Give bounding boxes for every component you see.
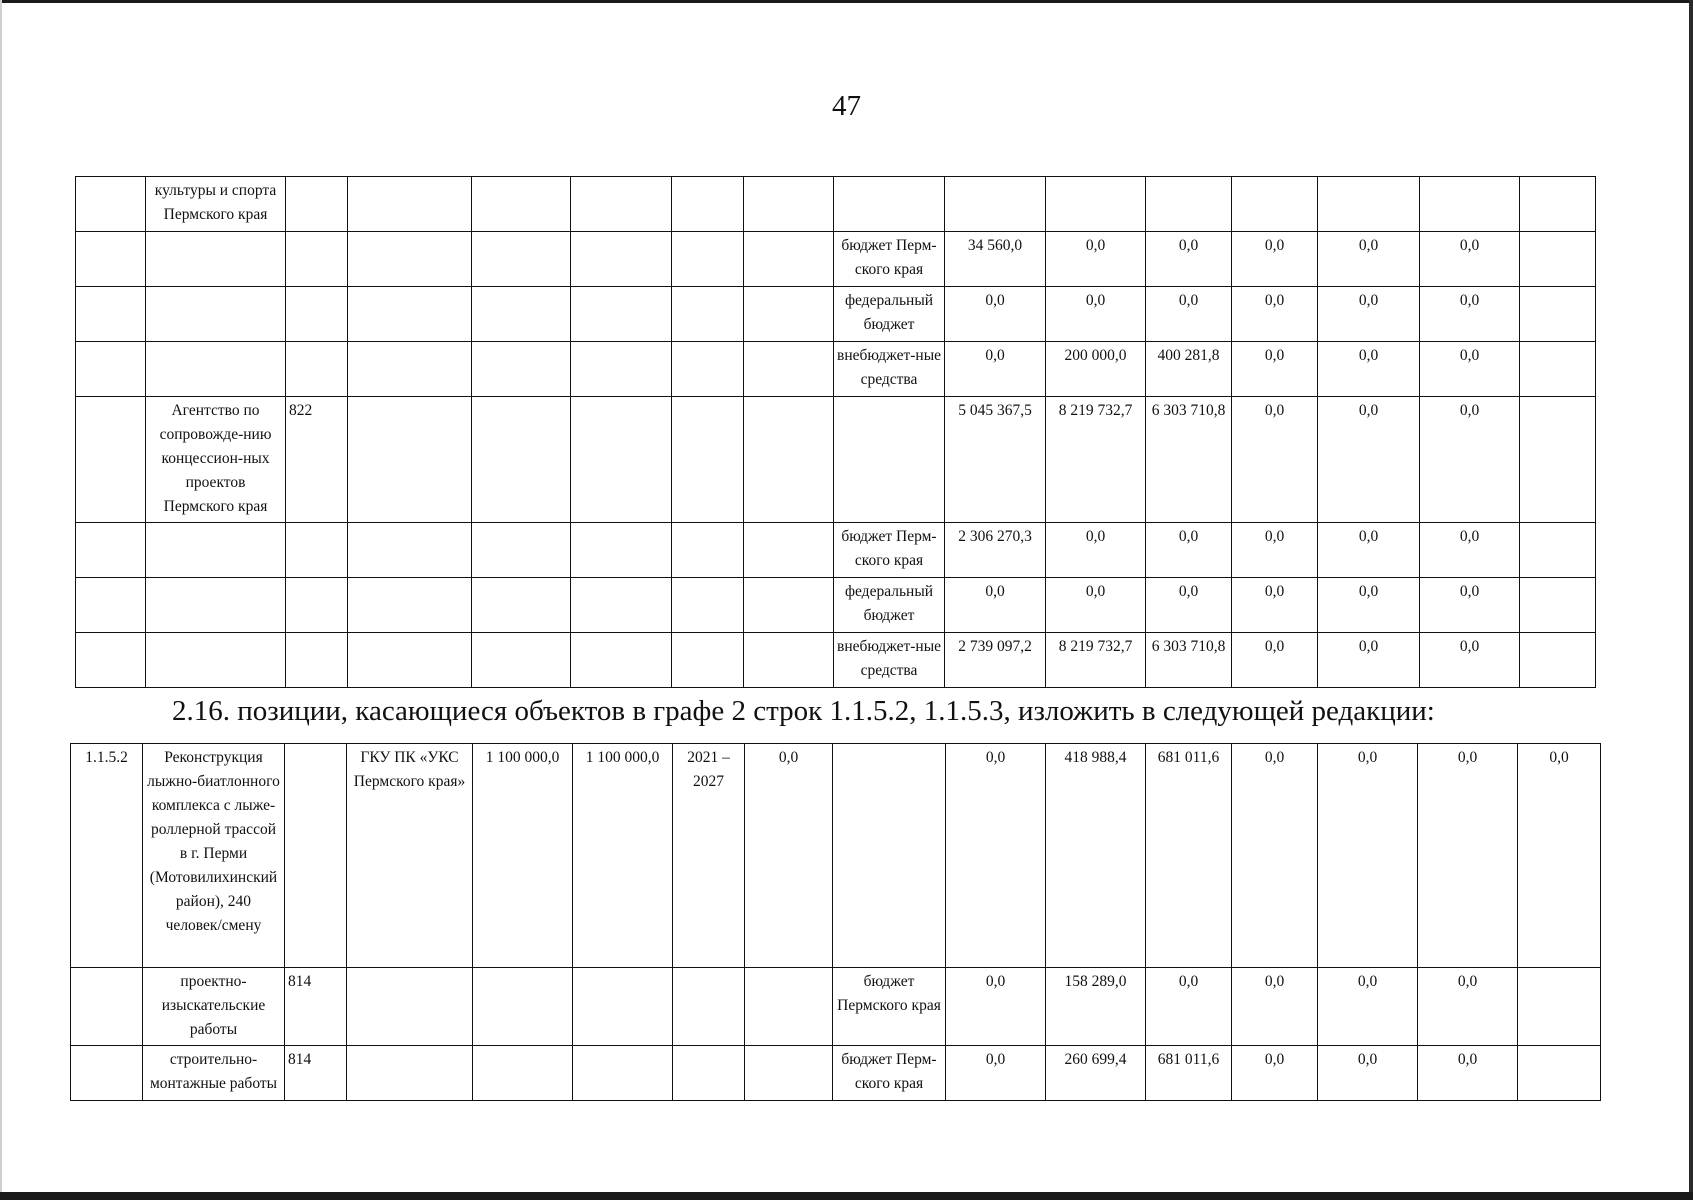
table-cell (672, 523, 744, 578)
table-cell (348, 232, 472, 287)
table-cell: 0,0 (1420, 523, 1520, 578)
table-cell (1232, 177, 1318, 232)
table-cell (571, 342, 672, 397)
table-cell (673, 1046, 745, 1101)
table-cell (571, 287, 672, 342)
table-cell (744, 232, 834, 287)
table-cell: 2021 – 2027 (673, 744, 745, 968)
table-cell (834, 177, 945, 232)
table-cell: 0,0 (1318, 744, 1418, 968)
table-cell: 2 306 270,3 (945, 523, 1046, 578)
table-cell (744, 342, 834, 397)
table-cell (745, 1046, 833, 1101)
table-cell (945, 177, 1046, 232)
table-cell (472, 177, 571, 232)
table-cell (285, 744, 347, 968)
table-cell (1520, 232, 1596, 287)
table-cell: 0,0 (1232, 397, 1318, 523)
table-cell (1518, 1046, 1601, 1101)
table-cell (286, 177, 348, 232)
table-cell: 0,0 (1232, 968, 1318, 1046)
table-cell: 0,0 (1146, 968, 1232, 1046)
table-cell: 0,0 (1420, 342, 1520, 397)
table-cell: 0,0 (745, 744, 833, 968)
table-row (76, 342, 1596, 397)
table-cell (672, 397, 744, 523)
table-cell (573, 1046, 673, 1101)
table-row (76, 397, 1596, 523)
table-cell (1520, 397, 1596, 523)
table-cell (146, 232, 286, 287)
table-cell (348, 578, 472, 633)
table-cell: ГКУ ПК «УКС Пермского края» (347, 744, 473, 968)
table-cell: 0,0 (1146, 287, 1232, 342)
table-cell (472, 342, 571, 397)
table-cell: 0,0 (1146, 232, 1232, 287)
table-cell (571, 397, 672, 523)
table-cell: 0,0 (1318, 232, 1420, 287)
table-cell (71, 968, 143, 1046)
table-cell: 0,0 (1046, 578, 1146, 633)
table-row (76, 287, 1596, 342)
table-cell: бюджет Перм-ского края (833, 1046, 946, 1101)
table-cell: федеральный бюджет (834, 578, 945, 633)
table-cell (472, 578, 571, 633)
table-row (76, 578, 1596, 633)
table-cell (472, 397, 571, 523)
table-cell (744, 523, 834, 578)
table-cell (76, 578, 146, 633)
table-cell (744, 177, 834, 232)
table-cell (348, 523, 472, 578)
table-cell (1520, 633, 1596, 688)
table-cell: 6 303 710,8 (1146, 397, 1232, 523)
table-row (76, 523, 1596, 578)
table-row (71, 1046, 1601, 1101)
table-cell: 0,0 (946, 744, 1046, 968)
table-cell: 814 (285, 1046, 347, 1101)
table-cell: 2 739 097,2 (945, 633, 1046, 688)
table-cell: 0,0 (1518, 744, 1601, 968)
table-cell (347, 968, 473, 1046)
table-cell (1520, 523, 1596, 578)
table-cell: 200 000,0 (1046, 342, 1146, 397)
table-cell (672, 342, 744, 397)
table-cell: бюджет Перм-ского края (834, 232, 945, 287)
table-cell (571, 177, 672, 232)
budget-table-continued (75, 176, 1596, 688)
table-cell: федеральный бюджет (834, 287, 945, 342)
table-cell (286, 633, 348, 688)
table-cell (744, 397, 834, 523)
table-cell (834, 397, 945, 523)
table-cell: 0,0 (1232, 232, 1318, 287)
table-cell: 0,0 (1420, 287, 1520, 342)
table-row (71, 744, 1601, 968)
table-cell: 0,0 (1146, 578, 1232, 633)
table-cell: 6 303 710,8 (1146, 633, 1232, 688)
table-cell: 1 100 000,0 (473, 744, 573, 968)
table-cell (146, 342, 286, 397)
table-cell (472, 232, 571, 287)
table-cell: 0,0 (946, 1046, 1046, 1101)
table-row (76, 232, 1596, 287)
table-cell: 0,0 (1232, 342, 1318, 397)
table-cell (744, 633, 834, 688)
table-cell: 34 560,0 (945, 232, 1046, 287)
table-cell (672, 287, 744, 342)
table-cell (1146, 177, 1232, 232)
table-cell (1520, 287, 1596, 342)
table-cell: внебюджет-ные средства (834, 342, 945, 397)
table-cell: 0,0 (1232, 287, 1318, 342)
scan-bottom-edge (0, 1192, 1693, 1200)
table-cell (347, 1046, 473, 1101)
table-cell: 0,0 (945, 287, 1046, 342)
table-cell (833, 744, 946, 968)
table-cell: 0,0 (1318, 1046, 1418, 1101)
table-cell: 0,0 (1146, 523, 1232, 578)
table-row (71, 968, 1601, 1046)
table-cell: 0,0 (946, 968, 1046, 1046)
table-cell: 400 281,8 (1146, 342, 1232, 397)
table-cell (472, 633, 571, 688)
table-cell (76, 232, 146, 287)
table-cell (672, 633, 744, 688)
scan-top-edge (0, 0, 1693, 3)
table-cell (744, 578, 834, 633)
table-cell (571, 232, 672, 287)
table-cell (348, 397, 472, 523)
table-cell: 0,0 (1418, 744, 1518, 968)
table-cell (348, 342, 472, 397)
table-cell: 0,0 (1232, 578, 1318, 633)
table-cell: 158 289,0 (1046, 968, 1146, 1046)
table-cell: 0,0 (1318, 342, 1420, 397)
table-cell: 5 045 367,5 (945, 397, 1046, 523)
table-cell (745, 968, 833, 1046)
table-cell (348, 287, 472, 342)
table-cell: 0,0 (1420, 633, 1520, 688)
table-cell: 0,0 (1418, 968, 1518, 1046)
table-cell: строительно-монтажные работы (143, 1046, 285, 1101)
table-cell: 0,0 (1318, 968, 1418, 1046)
budget-table-body (76, 177, 1596, 688)
page-number: 47 (832, 90, 861, 122)
table-cell (672, 232, 744, 287)
table-cell (1518, 968, 1601, 1046)
table-cell (71, 1046, 143, 1101)
table-cell (1318, 177, 1420, 232)
table-cell: бюджет Пермского края (833, 968, 946, 1046)
table-cell: бюджет Перм-ского края (834, 523, 945, 578)
table-cell (146, 287, 286, 342)
table-cell (146, 633, 286, 688)
table-cell (472, 287, 571, 342)
table-cell: внебюджет-ные средства (834, 633, 945, 688)
table-cell (472, 523, 571, 578)
scan-left-edge (0, 0, 2, 1200)
table-cell: культуры и спорта Пермского края (146, 177, 286, 232)
table-cell (672, 578, 744, 633)
table-cell: Реконструкция лыжно-биатлонного комплекса с лыже-роллерной трассой в г. Перми (Мотовилихинский район), 240 человек/смену (143, 744, 285, 968)
table-cell: 0,0 (1420, 397, 1520, 523)
table-cell (1520, 177, 1596, 232)
table-cell: 0,0 (1046, 232, 1146, 287)
table-cell: 0,0 (1318, 633, 1420, 688)
table-cell (744, 287, 834, 342)
table-cell (1520, 342, 1596, 397)
scan-right-edge (1689, 0, 1693, 1200)
table-cell: Агентство по сопровожде-нию концессион-ных проектов Пермского края (146, 397, 286, 523)
table-cell (76, 287, 146, 342)
table-cell: 8 219 732,7 (1046, 397, 1146, 523)
table-cell: 681 011,6 (1146, 1046, 1232, 1101)
table-cell: 0,0 (1046, 523, 1146, 578)
table-cell (286, 523, 348, 578)
table-cell: 0,0 (1046, 287, 1146, 342)
table-cell (76, 397, 146, 523)
table-cell (286, 232, 348, 287)
table-cell (571, 633, 672, 688)
section-heading: 2.16. позиции, касающиеся объектов в графе 2 строк 1.1.5.2, 1.1.5.3, изложить в следующей редакции: (172, 695, 1435, 727)
table-cell: 0,0 (1318, 578, 1420, 633)
table-row (76, 177, 1596, 232)
table-cell: 681 011,6 (1146, 744, 1232, 968)
table-cell (1420, 177, 1520, 232)
table-cell: 0,0 (1232, 1046, 1318, 1101)
table-cell: 822 (286, 397, 348, 523)
table-cell (473, 1046, 573, 1101)
table-cell (473, 968, 573, 1046)
table-cell: 0,0 (1420, 232, 1520, 287)
table-cell (1520, 578, 1596, 633)
table-cell (286, 578, 348, 633)
table-cell (286, 342, 348, 397)
table-cell (571, 578, 672, 633)
table-cell: 0,0 (1232, 744, 1318, 968)
table-cell (76, 342, 146, 397)
table-cell (1046, 177, 1146, 232)
table-cell (571, 523, 672, 578)
table-cell (76, 633, 146, 688)
table-cell (348, 177, 472, 232)
table-cell (673, 968, 745, 1046)
table-cell (286, 287, 348, 342)
table-cell: 0,0 (945, 342, 1046, 397)
table-cell: 0,0 (1318, 397, 1420, 523)
table-cell (76, 523, 146, 578)
table-cell (573, 968, 673, 1046)
table-cell: 0,0 (1418, 1046, 1518, 1101)
objects-table-body (71, 744, 1601, 1101)
table-cell: 0,0 (1232, 633, 1318, 688)
table-cell: 0,0 (1318, 287, 1420, 342)
table-cell: проектно-изыскательские работы (143, 968, 285, 1046)
table-cell: 0,0 (1420, 578, 1520, 633)
table-cell: 0,0 (945, 578, 1046, 633)
table-cell: 418 988,4 (1046, 744, 1146, 968)
table-cell (672, 177, 744, 232)
table-cell: 814 (285, 968, 347, 1046)
table-cell (348, 633, 472, 688)
table-cell: 0,0 (1232, 523, 1318, 578)
table-cell (76, 177, 146, 232)
table-cell: 8 219 732,7 (1046, 633, 1146, 688)
table-cell: 1.1.5.2 (71, 744, 143, 968)
table-cell: 1 100 000,0 (573, 744, 673, 968)
table-cell (146, 523, 286, 578)
table-cell (146, 578, 286, 633)
table-cell: 260 699,4 (1046, 1046, 1146, 1101)
objects-table (70, 743, 1601, 1101)
table-cell: 0,0 (1318, 523, 1420, 578)
table-row (76, 633, 1596, 688)
